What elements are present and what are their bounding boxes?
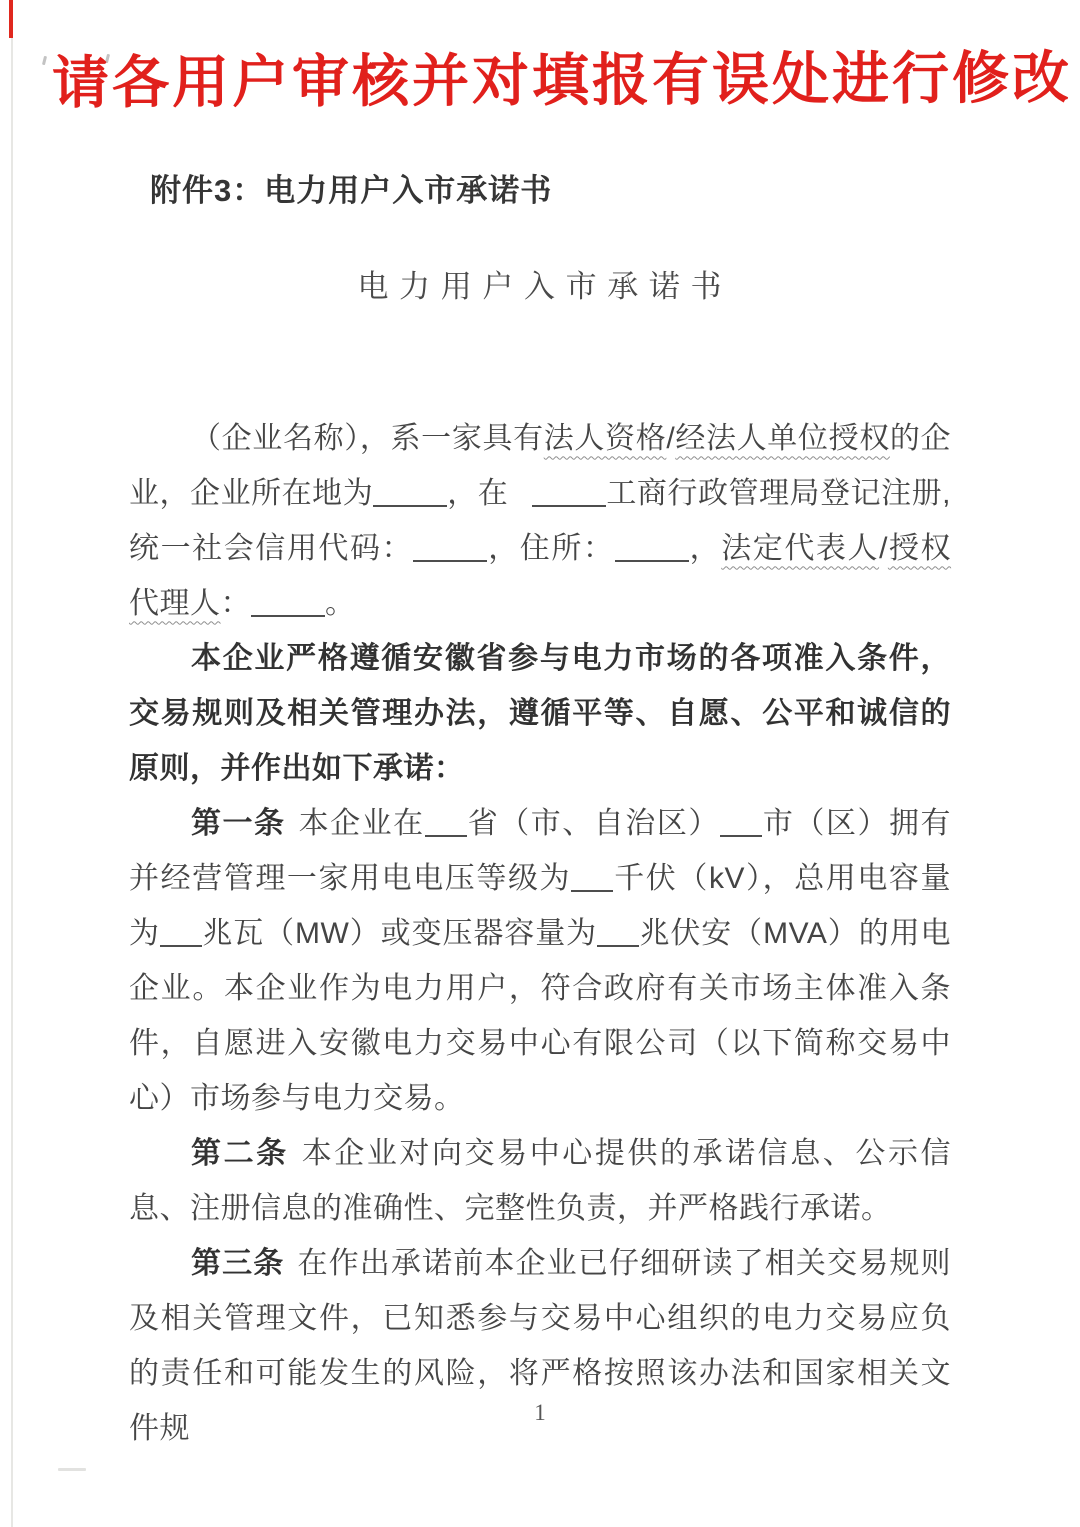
article-1-label: 第一条 (191, 807, 286, 841)
intro-text: ，住所： (487, 532, 615, 566)
blank-underline-field (425, 805, 467, 837)
ink-speck (42, 56, 47, 65)
document-title: 电 力 用 户 入 市 承 诺 书 (357, 269, 723, 305)
article-1-text: 省（市、自治区） (466, 807, 720, 841)
pledge-paragraph (129, 631, 951, 796)
blank-underline-field (251, 585, 325, 617)
intro-text: 。 (325, 587, 356, 621)
intro-text: / (879, 532, 888, 566)
wavy-underline-text: 法人资格 (543, 422, 667, 456)
scan-red-edge-mark (9, 0, 13, 38)
attachment-heading: 附件3：电力用户入市承诺书 (150, 173, 553, 209)
page-number: 1 (534, 1400, 546, 1425)
intro-text: 工商行政管理局登记注册,统一社会信用代码： (129, 477, 952, 566)
article-1-text: 本企业在 (298, 807, 425, 841)
article-2-label: 第二条 (191, 1137, 289, 1171)
article-1-text: 兆伏安（MVA）的用电企业。本企业作为电力用户，符合政府有关市场主体准入条件，自愿进入安徽电力交易中心有限公司（以下简称交易中心）市场参与电力交易。 (129, 917, 952, 1116)
article-3-label: 第三条 (191, 1247, 285, 1281)
intro-text: ， (688, 532, 722, 566)
article-1-text: 兆瓦（MW）或变压器容量为 (201, 917, 598, 951)
intro-text: 的企业，企业所在地为 (129, 422, 952, 511)
article-3-text: 在作出承诺前本企业已仔细研读了相关交易规则及相关管理文件，已知悉参与交易中心组织的电力交易应负的责任和可能发生的风险，将严格按照该办法和国家相关文件规 (129, 1247, 952, 1446)
blank-underline-field (597, 915, 639, 947)
scan-edge-line (11, 0, 13, 1527)
blank-underline-field (720, 805, 762, 837)
intro-text: / (666, 422, 676, 456)
wavy-underline-text: 经法人单位授权 (675, 422, 890, 456)
article-1-text: 千伏（kV），总用电容量为 (129, 862, 952, 951)
intro-paragraph (129, 411, 951, 631)
article-1-text: 市（区）拥有并经营管理一家用电电压等级为 (129, 807, 952, 896)
document-body (129, 411, 951, 1456)
intro-text: ，在 (447, 477, 509, 511)
blank-underline-field (160, 915, 202, 947)
blank-underline-field (571, 860, 613, 892)
article-2-paragraph (129, 1126, 951, 1236)
wavy-underline-text: 法定代表人 (721, 532, 880, 566)
blank-underline-field (532, 475, 606, 507)
handwritten-review-notice: 请各用户审核并对填报有误处进行修改 (51, 46, 1073, 116)
blank-underline-field (615, 530, 689, 562)
article-2-text: 本企业对向交易中心提供的承诺信息、公示信息、注册信息的准确性、完整性负责，并严格践行承诺。 (129, 1137, 952, 1226)
intro-text: （企业名称），系一家具有 (191, 422, 544, 456)
intro-text: ： (220, 587, 251, 621)
blank-underline-field (373, 475, 447, 507)
blank-underline-field (413, 530, 487, 562)
wavy-underline-text: 授权代理人 (129, 532, 952, 621)
ink-speck (58, 1468, 86, 1471)
article-1-paragraph (129, 796, 951, 1126)
pledge-text: 本企业严格遵循安徽省参与电力市场的各项准入条件，交易规则及相关管理办法，遵循平等、自愿、公平和诚信的原则，并作出如下承诺： (129, 642, 951, 786)
